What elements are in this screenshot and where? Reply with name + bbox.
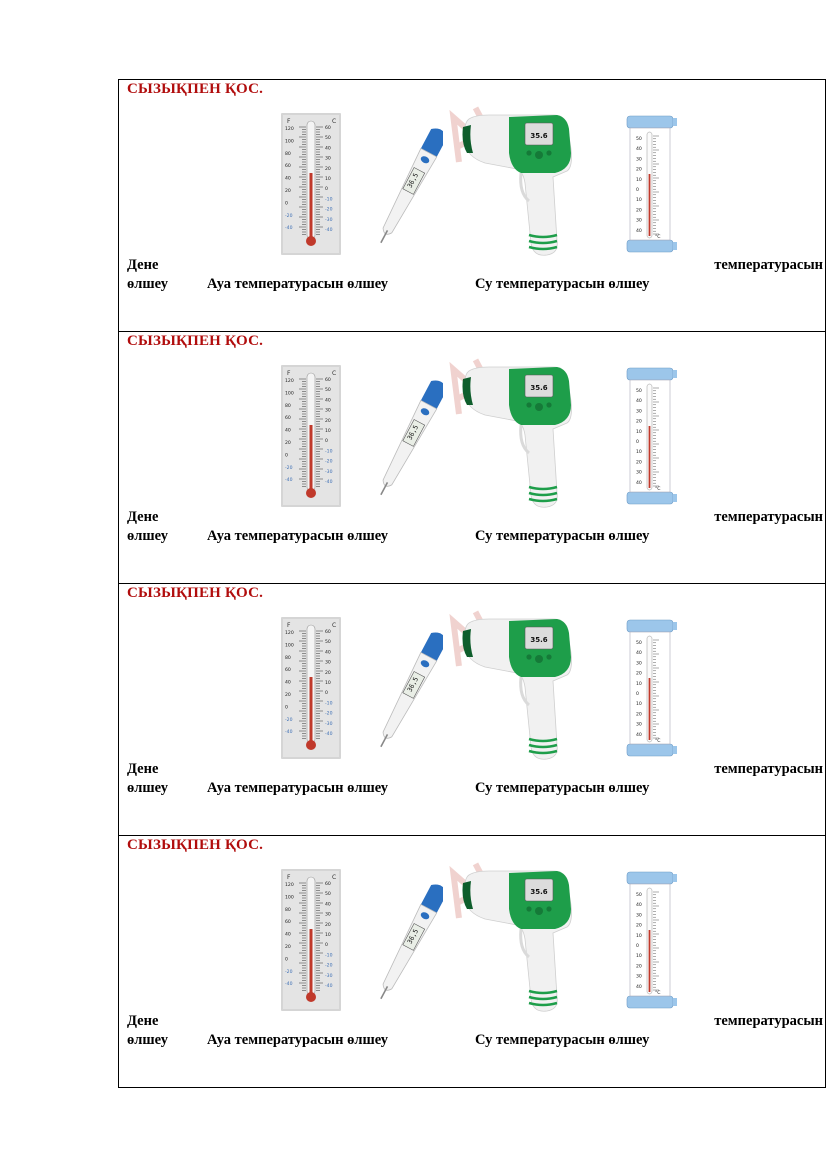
svg-text:20: 20 xyxy=(325,922,331,928)
svg-text:10: 10 xyxy=(325,681,331,686)
svg-text:40: 40 xyxy=(636,399,642,405)
svg-text:40: 40 xyxy=(285,428,291,434)
svg-text:80: 80 xyxy=(285,403,291,409)
label-water-temperature: Су температурасын өлшеу xyxy=(475,780,650,796)
svg-text:-40: -40 xyxy=(285,982,293,988)
svg-text:60: 60 xyxy=(325,882,331,887)
svg-text:100: 100 xyxy=(285,139,294,145)
svg-text:60: 60 xyxy=(325,378,331,383)
worksheet-cell xyxy=(119,80,825,332)
svg-text:120: 120 xyxy=(285,379,294,384)
label-body-word: Дене xyxy=(127,257,159,273)
svg-text:-20: -20 xyxy=(285,969,293,975)
svg-text:10: 10 xyxy=(636,450,642,456)
label-body-word: Дене xyxy=(127,1013,159,1029)
svg-text:30: 30 xyxy=(636,974,642,980)
label-water-temperature: Су температурасын өлшеу xyxy=(475,276,650,292)
svg-text:0: 0 xyxy=(636,440,639,445)
svg-text:0: 0 xyxy=(325,187,328,193)
water-thermometer-image xyxy=(619,366,681,508)
svg-text:10: 10 xyxy=(325,933,331,938)
svg-text:40: 40 xyxy=(325,146,331,152)
svg-text:0: 0 xyxy=(325,691,328,697)
svg-text:20: 20 xyxy=(285,441,291,446)
svg-text:35.6: 35.6 xyxy=(530,132,548,140)
svg-text:80: 80 xyxy=(285,907,291,913)
svg-text:35.6: 35.6 xyxy=(530,636,548,644)
svg-text:36,5: 36,5 xyxy=(405,423,421,442)
svg-text:60: 60 xyxy=(285,920,291,926)
svg-text:30: 30 xyxy=(636,722,642,728)
svg-text:50: 50 xyxy=(636,641,642,646)
svg-text:30: 30 xyxy=(636,218,642,224)
wall-thermometer-image xyxy=(281,113,341,255)
infrared-thermometer-image xyxy=(459,113,575,261)
svg-text:30: 30 xyxy=(325,912,331,918)
svg-text:0: 0 xyxy=(285,201,288,207)
cell-heading: СЫЗЫҚПЕН ҚОС. xyxy=(127,81,264,97)
svg-text:-30: -30 xyxy=(325,721,333,727)
svg-text:30: 30 xyxy=(636,661,642,667)
worksheet-table xyxy=(118,79,826,1088)
svg-text:0: 0 xyxy=(285,957,288,963)
svg-text:-30: -30 xyxy=(325,217,333,223)
svg-text:-20: -20 xyxy=(285,465,293,471)
svg-text:0: 0 xyxy=(636,944,639,949)
worksheet-cell xyxy=(119,584,825,836)
svg-text:40: 40 xyxy=(636,984,642,990)
label-temperature-word: температурасын xyxy=(714,509,823,525)
svg-text:10: 10 xyxy=(636,681,642,687)
svg-text:60: 60 xyxy=(285,668,291,674)
svg-text:-10: -10 xyxy=(325,701,333,707)
svg-text:-20: -20 xyxy=(325,963,333,969)
wall-thermometer-image xyxy=(281,617,341,759)
digital-thermometer-image xyxy=(377,118,443,256)
svg-text:20: 20 xyxy=(636,419,642,425)
svg-text:°C: °C xyxy=(655,739,661,744)
label-air-temperature: Ауа температурасын өлшеу xyxy=(207,528,389,544)
svg-text:40: 40 xyxy=(325,902,331,908)
svg-text:C: C xyxy=(332,622,337,629)
svg-text:50: 50 xyxy=(636,389,642,394)
svg-text:30: 30 xyxy=(636,913,642,919)
svg-text:60: 60 xyxy=(325,126,331,131)
svg-text:0: 0 xyxy=(636,692,639,697)
svg-text:40: 40 xyxy=(636,228,642,234)
svg-text:-20: -20 xyxy=(285,717,293,723)
svg-text:120: 120 xyxy=(285,631,294,636)
svg-text:-40: -40 xyxy=(325,732,333,737)
svg-text:60: 60 xyxy=(285,416,291,422)
label-measure-word: өлшеу xyxy=(127,528,168,544)
svg-text:20: 20 xyxy=(285,693,291,698)
svg-text:-10: -10 xyxy=(325,953,333,959)
svg-text:20: 20 xyxy=(636,460,642,466)
digital-thermometer-image xyxy=(377,622,443,760)
cell-heading: СЫЗЫҚПЕН ҚОС. xyxy=(127,837,264,853)
svg-text:20: 20 xyxy=(636,208,642,214)
svg-text:30: 30 xyxy=(325,660,331,666)
svg-text:60: 60 xyxy=(285,164,291,170)
svg-text:C: C xyxy=(332,874,337,881)
label-body-word: Дене xyxy=(127,509,159,525)
svg-text:36,5: 36,5 xyxy=(405,171,421,190)
svg-text:35.6: 35.6 xyxy=(530,888,548,896)
label-temperature-word: температурасын xyxy=(714,761,823,777)
svg-text:40: 40 xyxy=(636,732,642,738)
svg-text:20: 20 xyxy=(636,167,642,173)
svg-text:80: 80 xyxy=(285,655,291,661)
svg-text:40: 40 xyxy=(285,680,291,686)
svg-text:F: F xyxy=(287,874,291,881)
svg-text:°C: °C xyxy=(655,487,661,492)
svg-text:C: C xyxy=(332,370,337,377)
svg-text:-40: -40 xyxy=(325,228,333,233)
svg-text:20: 20 xyxy=(325,418,331,424)
svg-text:30: 30 xyxy=(636,470,642,476)
worksheet-cell xyxy=(119,836,825,1087)
svg-text:-10: -10 xyxy=(325,449,333,455)
svg-text:-30: -30 xyxy=(325,973,333,979)
svg-text:60: 60 xyxy=(325,630,331,635)
svg-text:20: 20 xyxy=(636,671,642,677)
svg-text:-30: -30 xyxy=(325,469,333,475)
svg-text:-40: -40 xyxy=(325,480,333,485)
label-temperature-word: температурасын xyxy=(714,257,823,273)
cell-heading: СЫЗЫҚПЕН ҚОС. xyxy=(127,333,264,349)
svg-text:30: 30 xyxy=(325,156,331,162)
svg-text:36,5: 36,5 xyxy=(405,927,421,946)
svg-text:10: 10 xyxy=(325,429,331,434)
svg-text:-40: -40 xyxy=(325,984,333,989)
svg-text:40: 40 xyxy=(325,650,331,656)
svg-text:F: F xyxy=(287,370,291,377)
svg-text:-20: -20 xyxy=(325,459,333,465)
svg-text:10: 10 xyxy=(636,198,642,204)
svg-text:100: 100 xyxy=(285,391,294,397)
svg-text:36,5: 36,5 xyxy=(405,675,421,694)
label-air-temperature: Ауа температурасын өлшеу xyxy=(207,1032,389,1048)
svg-text:40: 40 xyxy=(285,932,291,938)
svg-text:°C: °C xyxy=(655,235,661,240)
worksheet-cell xyxy=(119,332,825,584)
svg-text:-20: -20 xyxy=(325,207,333,213)
svg-text:50: 50 xyxy=(636,893,642,898)
svg-text:80: 80 xyxy=(285,151,291,157)
label-water-temperature: Су температурасын өлшеу xyxy=(475,528,650,544)
label-water-temperature: Су температурасын өлшеу xyxy=(475,1032,650,1048)
svg-text:-20: -20 xyxy=(285,213,293,219)
svg-text:40: 40 xyxy=(636,480,642,486)
infrared-thermometer-image xyxy=(459,869,575,1017)
label-air-temperature: Ауа температурасын өлшеу xyxy=(207,276,389,292)
svg-text:100: 100 xyxy=(285,643,294,649)
svg-text:10: 10 xyxy=(325,177,331,182)
label-temperature-word: температурасын xyxy=(714,1013,823,1029)
svg-text:°C: °C xyxy=(655,991,661,996)
svg-text:-20: -20 xyxy=(325,711,333,717)
digital-thermometer-image xyxy=(377,370,443,508)
label-measure-word: өлшеу xyxy=(127,276,168,292)
label-air-temperature: Ауа температурасын өлшеу xyxy=(207,780,389,796)
svg-text:-10: -10 xyxy=(325,197,333,203)
svg-text:120: 120 xyxy=(285,883,294,888)
infrared-thermometer-image xyxy=(459,617,575,765)
water-thermometer-image xyxy=(619,114,681,256)
svg-text:10: 10 xyxy=(636,177,642,183)
svg-text:-40: -40 xyxy=(285,226,293,232)
svg-text:-40: -40 xyxy=(285,478,293,484)
svg-text:40: 40 xyxy=(636,903,642,909)
svg-text:40: 40 xyxy=(325,398,331,404)
digital-thermometer-image xyxy=(377,874,443,1012)
wall-thermometer-image xyxy=(281,869,341,1011)
wall-thermometer-image xyxy=(281,365,341,507)
svg-text:F: F xyxy=(287,118,291,125)
svg-text:30: 30 xyxy=(325,408,331,414)
svg-text:0: 0 xyxy=(636,188,639,193)
svg-text:50: 50 xyxy=(636,137,642,142)
svg-text:0: 0 xyxy=(285,453,288,459)
svg-text:40: 40 xyxy=(636,651,642,657)
svg-text:20: 20 xyxy=(325,670,331,676)
label-body-word: Дене xyxy=(127,761,159,777)
svg-text:0: 0 xyxy=(325,439,328,445)
svg-text:20: 20 xyxy=(325,166,331,172)
svg-text:20: 20 xyxy=(636,712,642,718)
cell-heading: СЫЗЫҚПЕН ҚОС. xyxy=(127,585,264,601)
svg-text:20: 20 xyxy=(636,964,642,970)
svg-text:10: 10 xyxy=(636,933,642,939)
svg-text:20: 20 xyxy=(636,923,642,929)
svg-text:-40: -40 xyxy=(285,730,293,736)
svg-text:C: C xyxy=(332,118,337,125)
svg-text:50: 50 xyxy=(325,892,331,898)
svg-text:20: 20 xyxy=(285,945,291,950)
label-measure-word: өлшеу xyxy=(127,1032,168,1048)
svg-text:40: 40 xyxy=(285,176,291,182)
svg-text:50: 50 xyxy=(325,388,331,394)
svg-text:F: F xyxy=(287,622,291,629)
svg-text:100: 100 xyxy=(285,895,294,901)
svg-text:0: 0 xyxy=(285,705,288,711)
svg-text:10: 10 xyxy=(636,702,642,708)
svg-text:50: 50 xyxy=(325,640,331,646)
svg-text:10: 10 xyxy=(636,429,642,435)
water-thermometer-image xyxy=(619,870,681,1012)
infrared-thermometer-image xyxy=(459,365,575,513)
svg-text:30: 30 xyxy=(636,409,642,415)
svg-text:10: 10 xyxy=(636,954,642,960)
svg-text:20: 20 xyxy=(285,189,291,194)
svg-text:50: 50 xyxy=(325,136,331,142)
svg-text:30: 30 xyxy=(636,157,642,163)
water-thermometer-image xyxy=(619,618,681,760)
svg-text:35.6: 35.6 xyxy=(530,384,548,392)
svg-text:120: 120 xyxy=(285,127,294,132)
label-measure-word: өлшеу xyxy=(127,780,168,796)
svg-text:0: 0 xyxy=(325,943,328,949)
svg-text:40: 40 xyxy=(636,147,642,153)
